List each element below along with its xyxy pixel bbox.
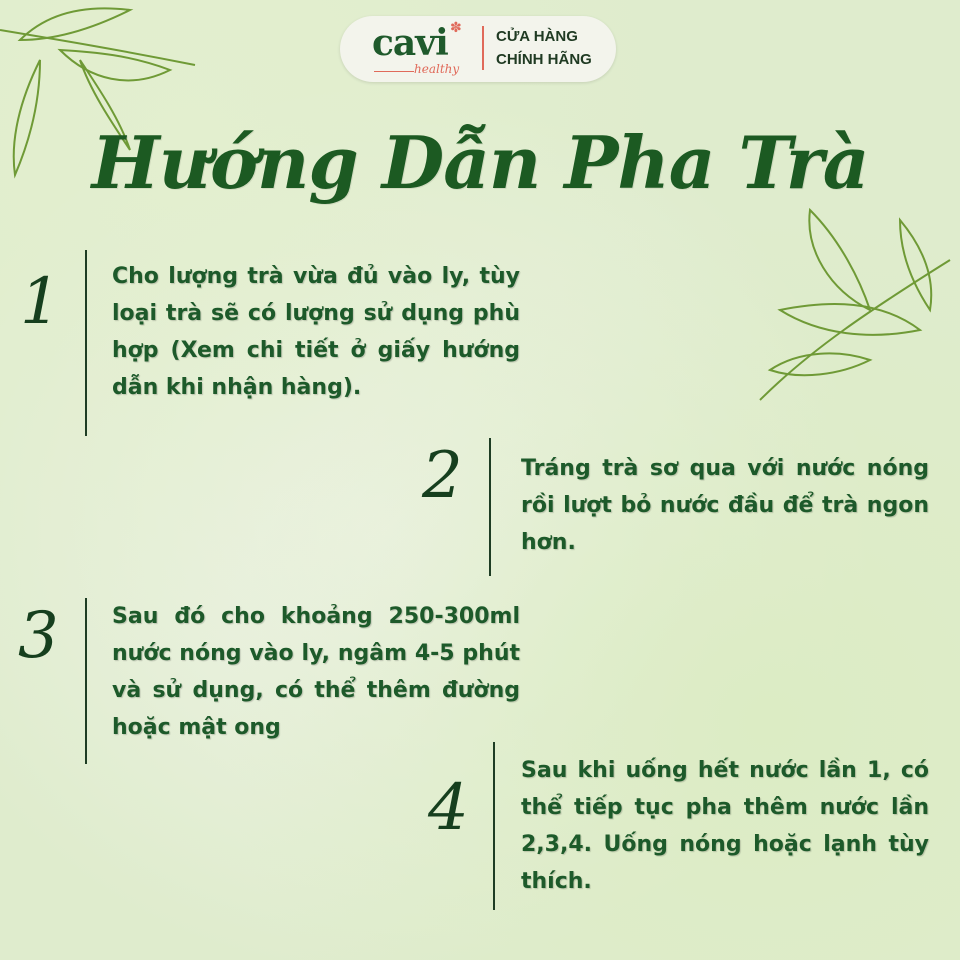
step-divider bbox=[85, 598, 87, 764]
step-number: 3 bbox=[18, 599, 59, 673]
step-divider bbox=[85, 250, 87, 436]
store-label-line2: CHÍNH HÃNG bbox=[496, 51, 592, 68]
brand-logo bbox=[340, 16, 616, 82]
step-text: Sau đó cho khoảng 250-300ml nước nóng vào ly, ngâm 4-5 phút và sử dụng, có thể thêm đường hoặc mật ong bbox=[112, 604, 520, 740]
step-text: Cho lượng trà vừa đủ vào ly, tùy loại trà sẽ có lượng sử dụng phù hợp (Xem chi tiết ở giấy hướng dẫn khi nhận hàng). bbox=[112, 264, 520, 400]
step-number: 4 bbox=[428, 771, 469, 845]
step-divider bbox=[489, 438, 491, 576]
brand-name: cavi bbox=[372, 22, 448, 64]
step-text: Tráng trà sơ qua với nước nóng rồi lượt bỏ nước đầu để trà ngon hơn. bbox=[521, 456, 929, 555]
step-text: Sau khi uống hết nước lần 1, có thể tiếp tục pha thêm nước lần 2,3,4. Uống nóng hoặc lạnh tùy thích. bbox=[521, 758, 929, 894]
flower-icon: ✽ bbox=[450, 20, 462, 36]
store-label-line1: CỬA HÀNG bbox=[496, 28, 578, 45]
tea-leaf-icon bbox=[750, 200, 960, 410]
page-title: Hướng Dẫn Pha Trà bbox=[91, 120, 869, 205]
brand-underline bbox=[374, 71, 414, 72]
step-number: 2 bbox=[422, 439, 463, 513]
brand-sub: healthy bbox=[414, 62, 460, 76]
logo-divider bbox=[482, 26, 484, 70]
step-divider bbox=[493, 742, 495, 910]
step-number: 1 bbox=[20, 265, 61, 339]
